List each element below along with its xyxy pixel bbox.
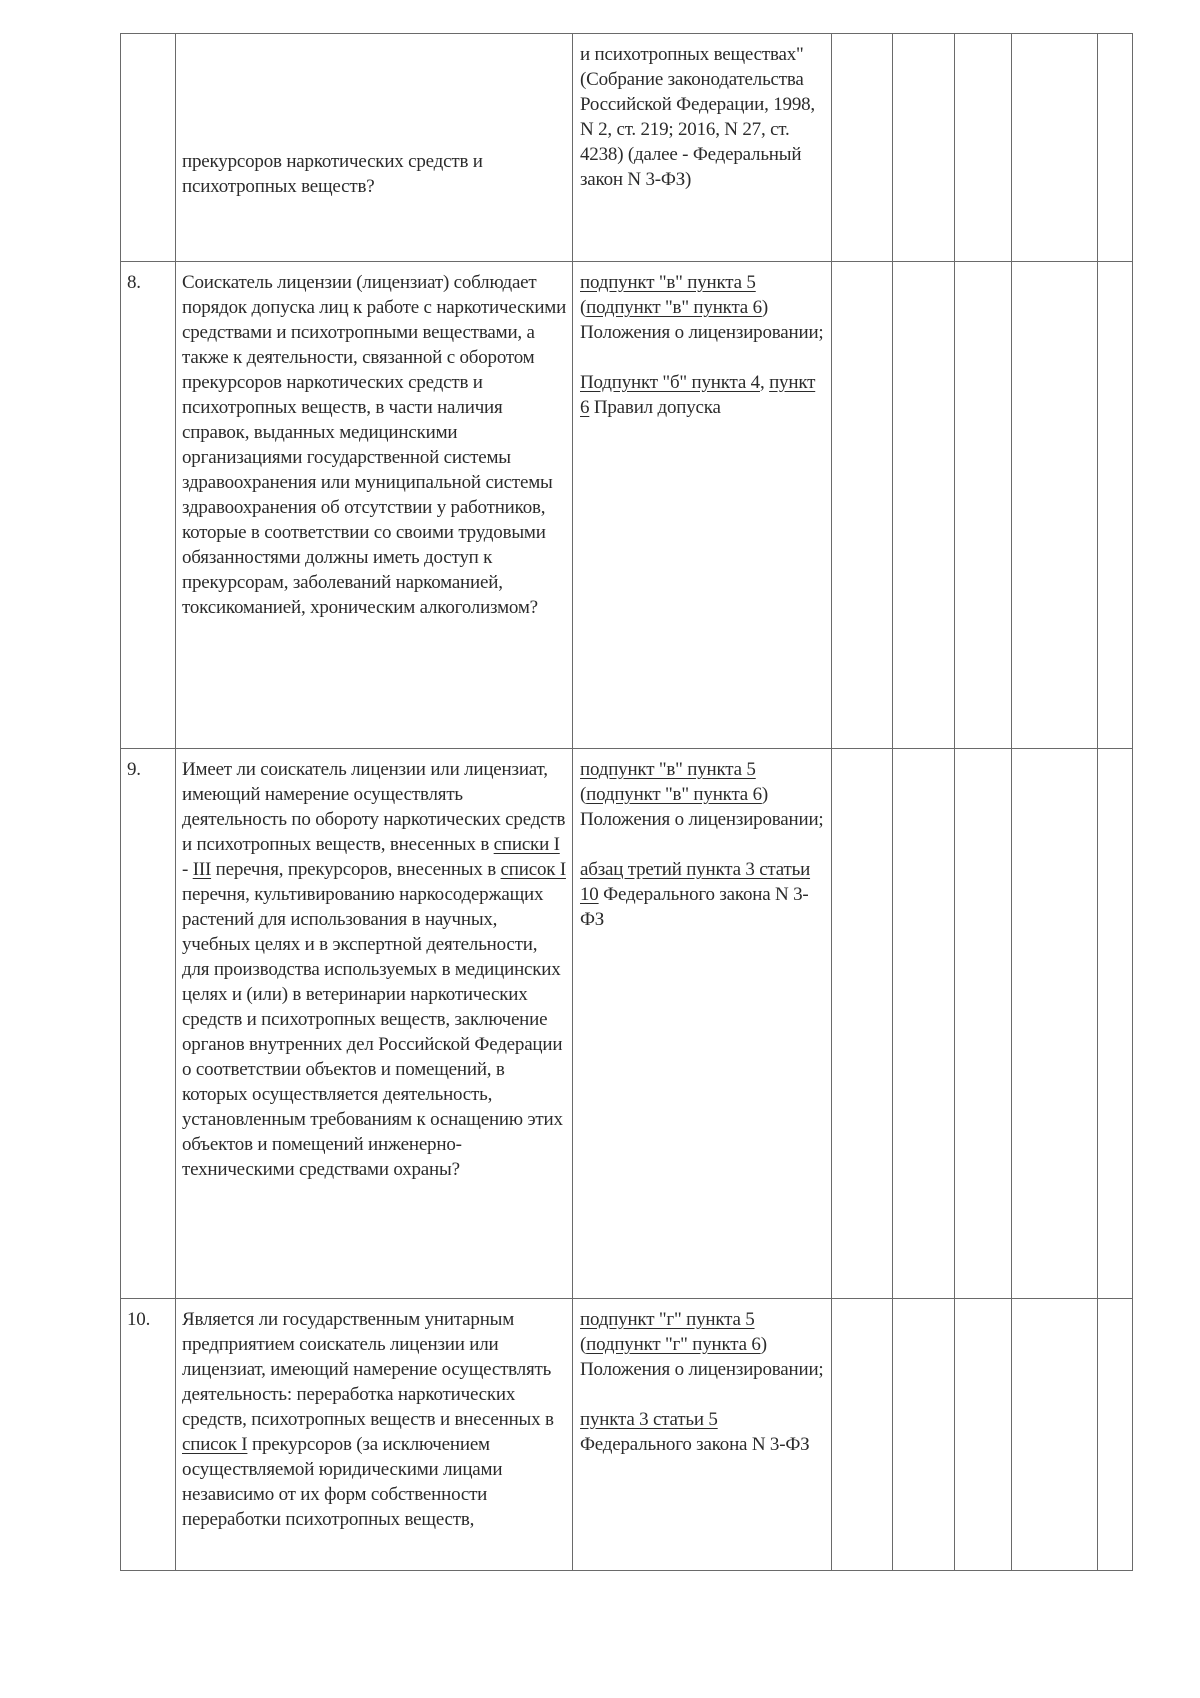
law-reference-link[interactable]: III <box>192 859 212 880</box>
check-cell <box>832 34 893 262</box>
reference-paragraph <box>580 857 827 932</box>
check-cell <box>1098 1299 1133 1571</box>
question-cell <box>176 749 573 1299</box>
check-cell <box>1098 34 1133 262</box>
law-reference-link[interactable]: подпункт "в" пункта 6 <box>586 784 762 805</box>
text-fragment: Имеет ли соискатель лицензии или лицензиат, имеющий намерение осуществлять деятельность по обороту наркотических средств и психотропных веществ, внесенных в <box>182 759 566 855</box>
question-cell <box>176 262 573 749</box>
text-fragment: Федерального закона N 3-ФЗ <box>580 1434 810 1455</box>
law-reference-link[interactable]: подпункт "г" пункта 6 <box>586 1334 761 1355</box>
check-cell <box>832 262 893 749</box>
row-number-cell: 9. <box>121 749 176 1299</box>
law-reference-link[interactable]: подпункт "в" пункта 5 <box>580 272 756 293</box>
text-fragment: и психотропных веществах" (Собрание законодательства Российской Федерации, 1998, N 2, ст. 219; 2016, N 27, ст. 4238) (далее - Федеральный закон N 3-ФЗ) <box>580 44 815 190</box>
reference-cell <box>573 1299 832 1571</box>
table-row <box>121 262 1133 749</box>
check-cell <box>832 1299 893 1571</box>
check-cell <box>955 262 1012 749</box>
question-text: прекурсоров наркотических средств и психотропных веществ? <box>182 151 483 197</box>
reference-paragraph <box>580 270 827 345</box>
row-number-cell: 8. <box>121 262 176 749</box>
text-fragment: ( <box>580 784 587 805</box>
question-text: Соискатель лицензии (лицензиат) соблюдает порядок допуска лиц к работе с наркотическими средствами и психотропными веществами, а также к деятельности, связанной с оборотом прекурсоров наркотических средств и психотропных веществ, в части наличия справок, выданных медицинскими организациями государственной системы здравоохранения или муниципальной системы здравоохранения об отсутствии у работников, которые в соответствии со своими трудовыми обязанностями должны иметь доступ к прекурсорам, заболеваний наркоманией, токсикоманией, хроническим алкоголизмом? <box>182 272 567 618</box>
check-cell <box>1012 1299 1098 1571</box>
reference-paragraph <box>580 370 827 420</box>
check-cell <box>1012 262 1098 749</box>
check-cell <box>1012 34 1098 262</box>
text-fragment: , <box>759 372 770 393</box>
law-reference-link[interactable]: абзац третий пункта 3 статьи 10 <box>580 859 811 905</box>
check-cell <box>893 262 955 749</box>
law-reference-link[interactable]: подпункт "г" пункта 5 <box>580 1309 755 1330</box>
text-fragment: перечня, культивированию наркосодержащих растений для использования в научных, учебных целях и в экспертной деятельности, для производства используемых в медицинских целях и (или) в ветеринарии наркотических средств и психотропных веществ, заключение органов внутренних дел Российской Федерации о соответствии объектов и помещений, в которых осуществляется деятельность, установленным требованиям к оснащению этих объектов и помещений инженерно-техническими средствами охраны? <box>182 884 563 1180</box>
text-fragment: Федерального закона N 3-ФЗ <box>580 884 809 930</box>
law-reference-link[interactable]: Подпункт "б" пункта 4 <box>580 372 760 393</box>
law-reference-link[interactable]: подпункт "в" пункта 6 <box>586 297 762 318</box>
text-fragment: - <box>182 859 193 880</box>
check-cell <box>1098 749 1133 1299</box>
reference-cell <box>573 34 832 262</box>
table-row <box>121 34 1133 262</box>
check-cell <box>893 34 955 262</box>
reference-paragraph <box>580 1407 827 1457</box>
text-fragment: Правил допуска <box>589 397 721 418</box>
question-cell <box>176 1299 573 1571</box>
reference-paragraph <box>580 757 827 832</box>
text-fragment: прекурсоров (за исключением осуществляемой юридическими лицами независимо от их форм собственности переработки психотропных веществ, <box>182 1434 503 1530</box>
question-text <box>182 1307 568 1532</box>
law-reference-link[interactable]: список I <box>182 1434 248 1455</box>
law-reference-link[interactable]: подпункт "в" пункта 5 <box>580 759 756 780</box>
text-fragment: ) Положения о лицензировании; <box>580 297 824 343</box>
law-reference-link[interactable]: пункта 3 статьи 5 <box>580 1409 718 1430</box>
text-fragment: ( <box>580 1334 587 1355</box>
text-fragment: перечня, прекурсоров, внесенных в <box>211 859 501 880</box>
text-fragment: ) Положения о лицензировании; <box>580 784 824 830</box>
text-fragment: ) Положения о лицензировании; <box>580 1334 824 1380</box>
check-cell <box>1012 749 1098 1299</box>
check-cell <box>955 34 1012 262</box>
law-reference-link[interactable]: списки I <box>493 834 560 855</box>
checklist-table <box>120 33 1133 1571</box>
table-row <box>121 1299 1133 1571</box>
row-number-cell: 10. <box>121 1299 176 1571</box>
reference-cell <box>573 749 832 1299</box>
question-cell <box>176 34 573 262</box>
reference-paragraph <box>580 42 827 192</box>
law-reference-link[interactable]: список I <box>500 859 566 880</box>
check-cell <box>1098 262 1133 749</box>
check-cell <box>832 749 893 1299</box>
question-text <box>182 757 568 1182</box>
check-cell <box>893 1299 955 1571</box>
reference-cell <box>573 262 832 749</box>
row-number-cell <box>121 34 176 262</box>
document-page <box>120 33 1132 1570</box>
law-reference-link[interactable]: пункт 6 <box>580 372 816 418</box>
reference-paragraph <box>580 1307 827 1382</box>
text-fragment: Является ли государственным унитарным предприятием соискатель лицензии или лицензиат, имеющий намерение осуществлять деятельность: переработка наркотических средств, психотропных веществ и внесенных в <box>182 1309 554 1430</box>
table-row <box>121 749 1133 1299</box>
text-fragment: ( <box>580 297 587 318</box>
check-cell <box>955 749 1012 1299</box>
check-cell <box>955 1299 1012 1571</box>
check-cell <box>893 749 955 1299</box>
